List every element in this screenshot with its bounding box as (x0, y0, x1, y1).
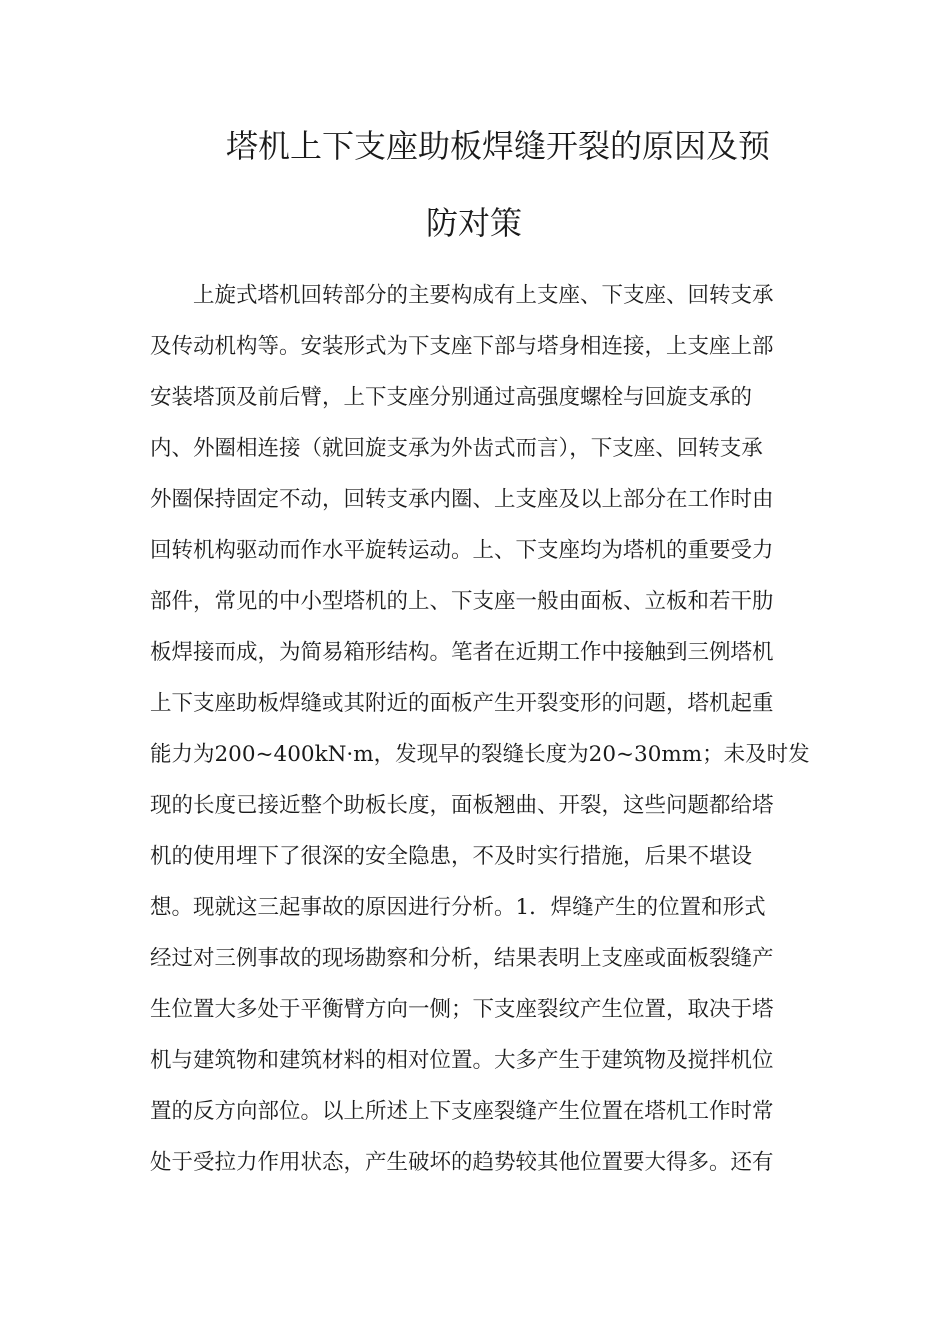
paragraph-line-16: 机与建筑物和建筑材料的相对位置。大多产生于建筑物及搅拌机位 (150, 1048, 774, 1073)
paragraph-line-6: 回转机构驱动而作水平旋转运动。上、下支座均为塔机的重要受力 (150, 538, 774, 563)
paragraph-line-7: 部件，常见的中小型塔机的上、下支座一般由面板、立板和若干肋 (150, 589, 774, 614)
paragraph-line-9: 上下支座助板焊缝或其附近的面板产生开裂变形的问题，塔机起重 (150, 691, 774, 716)
paragraph-line-17: 置的反方向部位。以上所述上下支座裂缝产生位置在塔机工作时常 (150, 1099, 774, 1124)
paragraph-line-8: 板焊接而成，为简易箱形结构。笔者在近期工作中接触到三例塔机 (150, 640, 774, 665)
paragraph-line-1: 上旋式塔机回转部分的主要构成有上支座、下支座、回转支承 (193, 283, 774, 308)
paragraph-line-11: 现的长度已接近整个助板长度，面板翘曲、开裂，这些问题都给塔 (150, 793, 774, 818)
paragraph-line-15: 生位置大多处于平衡臂方向一侧；下支座裂纹产生位置，取决于塔 (150, 997, 774, 1022)
paragraph-line-10: 能力为200~400kN·m，发现早的裂缝长度为20~30mm；未及时发 (150, 742, 810, 767)
paragraph-line-13: 想。现就这三起事故的原因进行分析。1．焊缝产生的位置和形式 (150, 895, 766, 920)
paragraph-line-18: 处于受拉力作用状态，产生破坏的趋势较其他位置要大得多。还有 (150, 1150, 774, 1175)
document-title-line-2: 防对策 (426, 204, 523, 242)
paragraph-line-14: 经过对三例事故的现场勘察和分析，结果表明上支座或面板裂缝产 (150, 946, 774, 971)
paragraph-line-4: 内、外圈相连接（就回旋支承为外齿式而言），下支座、回转支承 (150, 436, 763, 461)
document-title-line-1: 塔机上下支座助板焊缝开裂的原因及预 (226, 127, 771, 165)
paragraph-line-5: 外圈保持固定不动，回转支承内圈、上支座及以上部分在工作时由 (150, 487, 774, 512)
paragraph-line-2: 及传动机构等。安装形式为下支座下部与塔身相连接，上支座上部 (150, 334, 774, 359)
paragraph-line-12: 机的使用埋下了很深的安全隐患，不及时实行措施，后果不堪设 (150, 844, 753, 869)
paragraph-line-3: 安装塔顶及前后臂，上下支座分别通过高强度螺栓与回旋支承的 (150, 385, 753, 410)
